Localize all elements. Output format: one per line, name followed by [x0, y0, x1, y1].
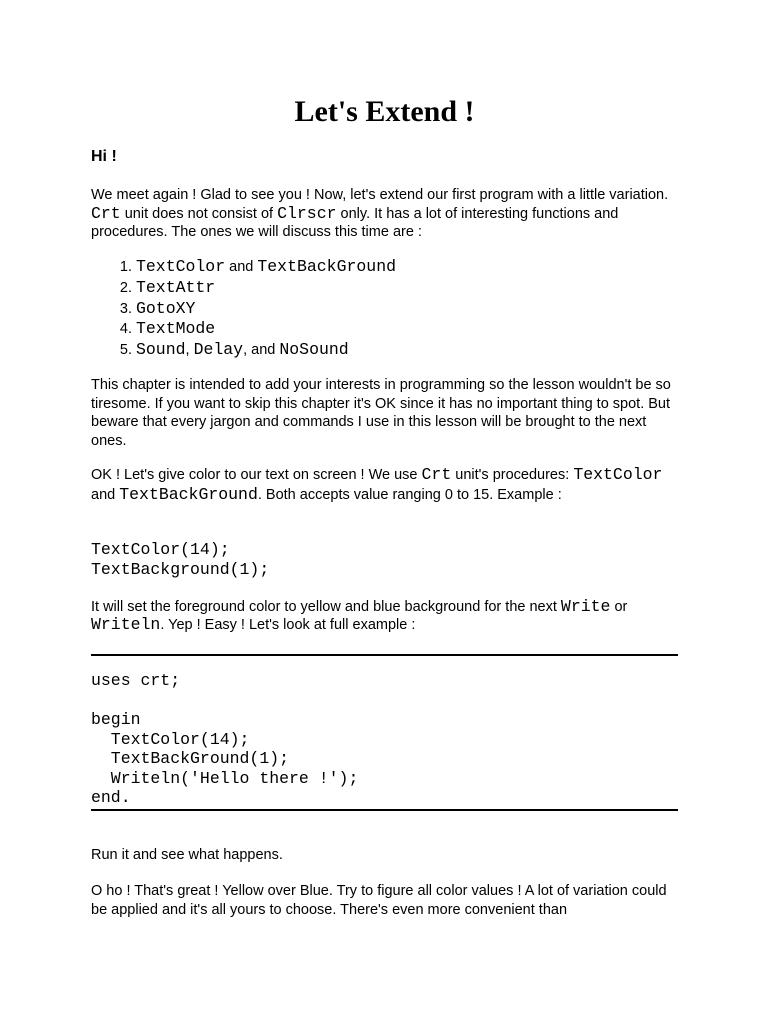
color-code-textcolor: TextColor — [573, 465, 663, 484]
list-sep: , — [185, 342, 194, 359]
example-snippet: TextColor(14); TextBackground(1); — [91, 540, 270, 579]
fg-text-1: It will set the foreground color to yellow and blue background for the next — [91, 599, 561, 615]
list-item — [136, 257, 396, 278]
color-text-4: . Both accepts value ranging 0 to 15. Example : — [257, 487, 562, 503]
list-sep: and — [225, 259, 258, 275]
color-code-crt: Crt — [421, 465, 452, 484]
list-code: NoSound — [279, 340, 349, 360]
fg-code-writeln: Writeln — [91, 615, 161, 634]
intro-text-3: only. It has a lot of interesting functions and procedures. The ones we will discuss this time are : — [91, 205, 619, 240]
fg-text-3: . Yep ! Easy ! Let's look at full example : — [160, 617, 416, 633]
list-sep: , and — [243, 342, 280, 359]
full-example-code: uses crt; begin TextColor(14); TextBackGround(1); Writeln('Hello there !'); end. — [91, 671, 359, 807]
code-bottom-divider — [91, 809, 678, 811]
list-item — [136, 278, 396, 299]
run-note-paragraph: Run it and see what happens. — [91, 847, 283, 863]
fg-code-write: Write — [560, 597, 611, 616]
chapter-note-paragraph: This chapter is intended to add your interests in programming so the lesson wouldn't be so tiresome. If you want to skip this chapter it's OK since it has no important thing to spot. But beware that every jargon and commands I use in this lesson will be brought to the next ones. — [91, 377, 671, 449]
foreground-note-paragraph — [91, 598, 678, 634]
list-code: TextBackGround — [257, 257, 396, 276]
list-code: Delay — [193, 340, 244, 360]
list-code: Sound — [136, 340, 186, 360]
list-code: GotoXY — [136, 298, 196, 318]
color-text-1: OK ! Let's give color to our text on screen ! We use — [91, 467, 422, 483]
list-item — [136, 319, 396, 340]
page-title: Let's Extend ! — [294, 95, 475, 128]
list-code: TextAttr — [136, 277, 216, 297]
intro-paragraph — [91, 186, 678, 242]
intro-text-2: unit does not consist of — [120, 205, 278, 222]
intro-text-1: We meet again ! Glad to see you ! Now, let's extend our first program with a little variation. — [91, 187, 669, 203]
greeting-heading: Hi ! — [91, 148, 117, 165]
list-item — [136, 340, 396, 361]
list-code: TextMode — [136, 319, 216, 339]
color-intro-paragraph — [91, 465, 678, 505]
intro-code-crt: Crt — [91, 203, 121, 223]
list-code: TextColor — [136, 257, 226, 276]
color-code-textbackground: TextBackGround — [119, 485, 258, 504]
fg-text-2: or — [610, 599, 628, 615]
code-top-divider — [91, 654, 678, 656]
topic-list — [91, 257, 396, 361]
closing-paragraph: O ho ! That's great ! Yellow over Blue. Try to figure all color values ! A lot of variation could be applied and it's all yours to choose. There's even more convenient than — [91, 883, 667, 918]
list-item — [136, 299, 396, 320]
intro-code-clrscr: Clrscr — [277, 203, 337, 223]
color-text-2: unit's procedures: — [451, 467, 574, 483]
color-text-3: and — [91, 487, 120, 503]
